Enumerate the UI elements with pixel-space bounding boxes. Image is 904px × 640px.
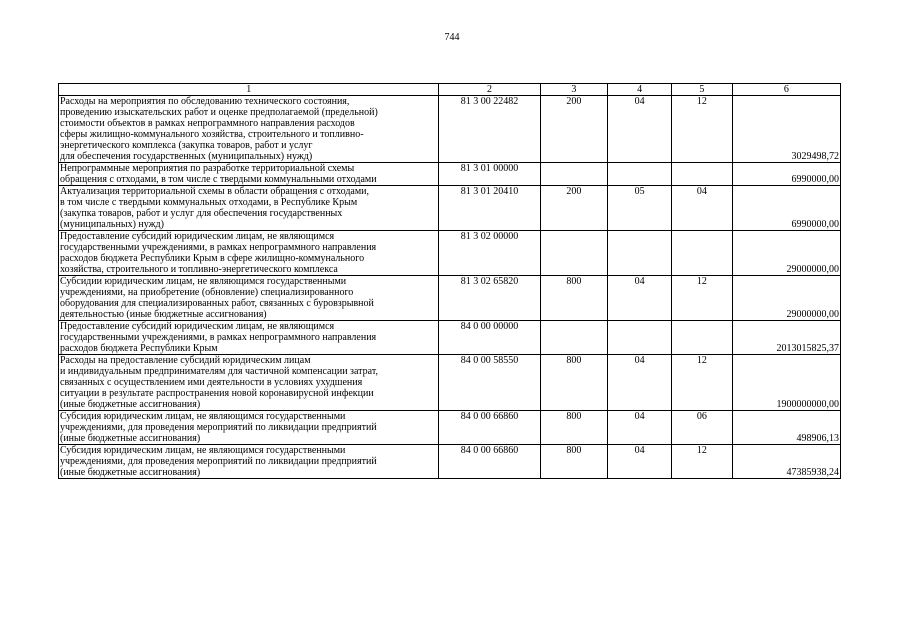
row-rz: 04: [608, 411, 672, 445]
row-amount: 498906,13: [732, 411, 840, 445]
table-row: [59, 411, 841, 445]
row-rz: [608, 163, 672, 186]
row-description: Расходы на предоставление субсидий юридическим лицам и индивидуальным предпринимателям для частичной компенсации затрат, связанных с осуществлением ими деятельности в условиях ухудшения ситуации в результате распространения новой коронавирусной инфекции (иные бюджетные ассигнования): [59, 355, 439, 411]
row-rz: 04: [608, 445, 672, 479]
table-row: [59, 96, 841, 163]
row-amount: 47385938,24: [732, 445, 840, 479]
row-code: 84 0 00 66860: [439, 411, 540, 445]
row-pr: 06: [672, 411, 733, 445]
row-pr: 12: [672, 276, 733, 321]
header-row: [59, 84, 841, 96]
header-cell: 2: [439, 84, 540, 96]
table-row: [59, 276, 841, 321]
row-pr: 12: [672, 355, 733, 411]
row-code: 81 3 00 22482: [439, 96, 540, 163]
row-amount: 1900000000,00: [732, 355, 840, 411]
row-code: 84 0 00 58550: [439, 355, 540, 411]
row-code: 81 3 01 00000: [439, 163, 540, 186]
row-code: 81 3 02 00000: [439, 231, 540, 276]
row-amount: 6990000,00: [732, 186, 840, 231]
page-number: 744: [444, 32, 460, 43]
row-pr: 04: [672, 186, 733, 231]
row-vr: 800: [540, 445, 608, 479]
row-pr: [672, 163, 733, 186]
row-amount: 29000000,00: [732, 231, 840, 276]
row-description: Расходы на мероприятия по обследованию технического состояния, проведению изыскательских работ и оценке предполагаемой (предельной) стоимости объектов в рамках непрограммного направления расходов сферы жилищно-коммунального хозяйства, строительного и топливно- энергетического комплекса (закупка товаров, работ и услуг для обеспечения государственных (муниципальных) нужд): [59, 96, 439, 163]
row-vr: 800: [540, 411, 608, 445]
row-description: Актуализация территориальной схемы в области обращения с отходами, в том числе с твердыми коммунальных отходами, в Республике Крым (закупка товаров, работ и услуг для обеспечения государственных (муниципальных) нужд): [59, 186, 439, 231]
row-amount: 6990000,00: [732, 163, 840, 186]
row-description: Предоставление субсидий юридическим лицам, не являющимся государственными учреждениями, в рамках непрограммного направления расходов бюджета Республики Крым: [59, 321, 439, 355]
table-row: [59, 321, 841, 355]
row-code: 84 0 00 00000: [439, 321, 540, 355]
header-cell: 4: [608, 84, 672, 96]
row-vr: [540, 163, 608, 186]
row-vr: 800: [540, 355, 608, 411]
table-row: [59, 186, 841, 231]
row-rz: [608, 231, 672, 276]
row-rz: 04: [608, 355, 672, 411]
table-row: [59, 445, 841, 479]
row-amount: 29000000,00: [732, 276, 840, 321]
row-description: Субсидии юридическим лицам, не являющимся государственными учреждениями, на приобретение (обновление) специализированного оборудования для специализированных работ, связанных с буровзрывной деятельностью (иные бюджетные ассигнования): [59, 276, 439, 321]
row-code: 81 3 02 65820: [439, 276, 540, 321]
row-pr: 12: [672, 445, 733, 479]
table-row: [59, 231, 841, 276]
table-row: [59, 163, 841, 186]
row-rz: 04: [608, 276, 672, 321]
row-amount: 3029498,72: [732, 96, 840, 163]
header-cell: 6: [732, 84, 840, 96]
row-code: 81 3 01 20410: [439, 186, 540, 231]
row-description: Субсидия юридическим лицам, не являющимся государственными учреждениями, для проведения мероприятий по ликвидации предприятий (иные бюджетные ассигнования): [59, 445, 439, 479]
row-vr: 800: [540, 276, 608, 321]
row-vr: [540, 231, 608, 276]
row-rz: 05: [608, 186, 672, 231]
row-amount: 2013015825,37: [732, 321, 840, 355]
row-vr: [540, 321, 608, 355]
header-cell: 5: [672, 84, 733, 96]
row-vr: 200: [540, 96, 608, 163]
header-cell: 1: [59, 84, 439, 96]
row-pr: 12: [672, 96, 733, 163]
row-pr: [672, 321, 733, 355]
row-code: 84 0 00 66860: [439, 445, 540, 479]
row-description: Непрограммные мероприятия по разработке территориальной схемы обращения с отходами, в том числе с твердыми коммунальными отходами: [59, 163, 439, 186]
budget-table: [58, 83, 841, 479]
table-row: [59, 355, 841, 411]
row-vr: 200: [540, 186, 608, 231]
header-cell: 3: [540, 84, 608, 96]
row-description: Субсидия юридическим лицам, не являющимся государственными учреждениями, для проведения мероприятий по ликвидации предприятий (иные бюджетные ассигнования): [59, 411, 439, 445]
row-pr: [672, 231, 733, 276]
row-rz: [608, 321, 672, 355]
row-rz: 04: [608, 96, 672, 163]
row-description: Предоставление субсидий юридическим лицам, не являющимся государственными учреждениями, в рамках непрограммного направления расходов бюджета Республики Крым в сфере жилищно-коммунального хозяйства, строительного и топливно-энергетического комплекса: [59, 231, 439, 276]
